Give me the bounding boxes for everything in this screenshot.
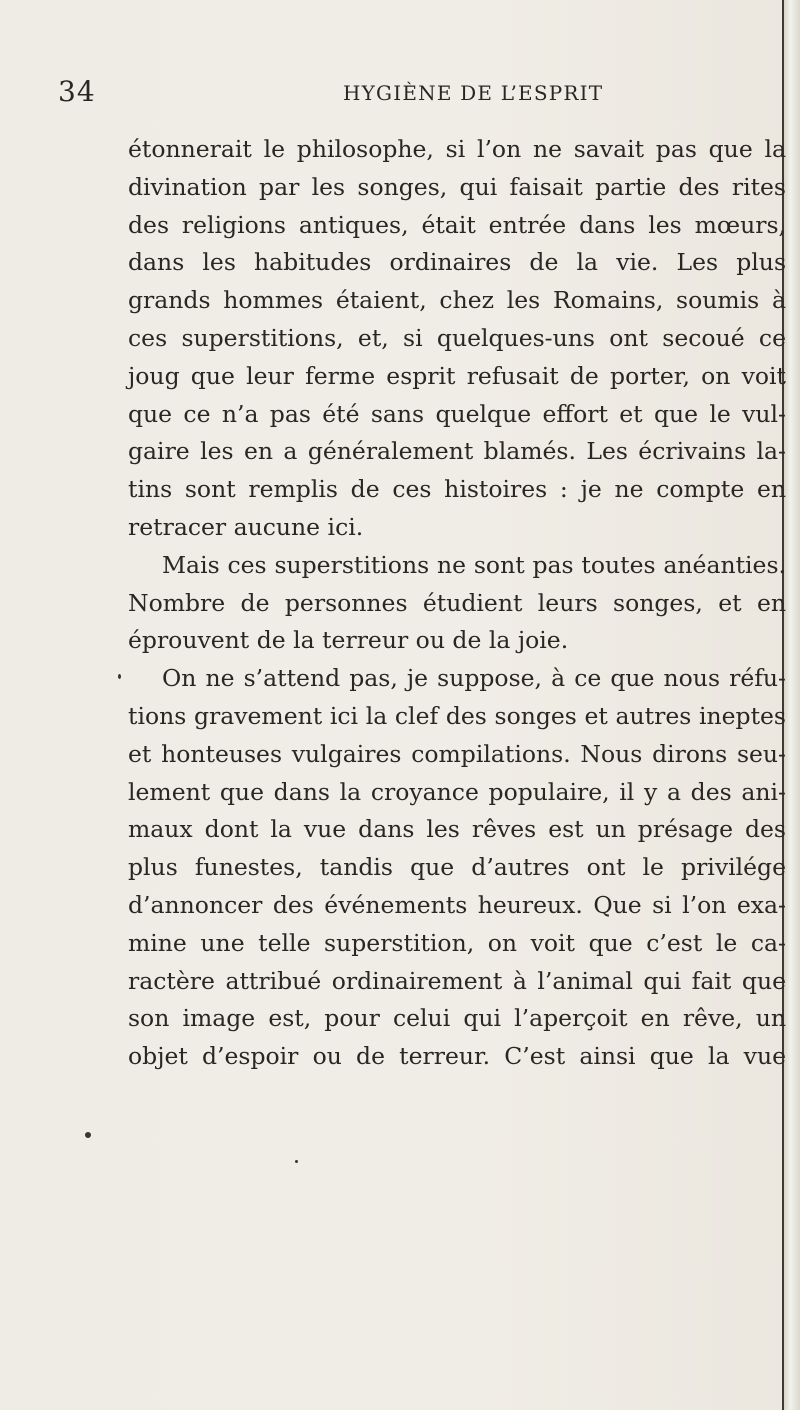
text-line: On ne s’attend pas, je suppose, à ce que nous réfu-	[162, 664, 786, 693]
text-line: ractère attribué ordinairement à l’animal qui fait que	[128, 966, 786, 995]
text-line: dans les habitudes ordinaires de la vie. Les plus	[128, 248, 786, 277]
text-line: grands hommes étaient, chez les Romains, soumis à	[128, 286, 786, 315]
text-line: et honteuses vulgaires compilations. Nous dirons seu-	[128, 739, 786, 768]
text-line: objet d’espoir ou de terreur. C’est ainsi que la vue	[128, 1042, 786, 1071]
text-line: gaire les en a généralement blamés. Les écrivains la-	[128, 437, 786, 466]
text-line: d’annoncer des événements heureux. Que si l’on exa-	[128, 890, 786, 919]
text-line: plus funestes, tandis que d’autres ont le privilége	[128, 853, 786, 882]
ink-speck	[118, 674, 121, 679]
page-header	[58, 74, 768, 110]
text-line: ces superstitions, et, si quelques-uns ont secoué ce	[128, 323, 786, 352]
text-line: retracer aucune ici.	[128, 512, 364, 541]
text-line: Mais ces superstitions ne sont pas toutes anéanties.	[162, 550, 786, 579]
text-line: divination par les songes, qui faisait partie des rites	[128, 172, 786, 201]
text-line: joug que leur ferme esprit refusait de porter, on voit	[128, 361, 786, 390]
text-line: maux dont la vue dans les rêves est un présage des	[128, 815, 786, 844]
text-line: son image est, pour celui qui l’aperçoit en rêve, un	[128, 1004, 786, 1033]
body-text	[128, 131, 786, 1076]
ink-speck	[295, 1160, 298, 1163]
text-line: des religions antiques, était entrée dans les mœurs,	[128, 210, 786, 239]
text-line: éprouvent de la terreur ou de la joie.	[128, 626, 569, 655]
running-head: HYGIÈNE DE L’ESPRIT	[343, 81, 604, 105]
text-line: tions gravement ici la clef des songes et autres ineptes	[128, 701, 786, 730]
text-line: étonnerait le philosophe, si l’on ne savait pas que la	[128, 135, 786, 163]
text-line: mine une telle superstition, on voit que c’est le ca-	[128, 928, 786, 957]
page-number: 34	[58, 75, 96, 108]
ink-speck	[85, 1132, 91, 1138]
text-line: que ce n’a pas été sans quelque effort et que le vul-	[128, 399, 786, 428]
text-line: lement que dans la croyance populaire, il y a des ani-	[128, 777, 786, 806]
text-line: Nombre de personnes étudient leurs songes, et en	[128, 588, 786, 617]
text-line: tins sont remplis de ces histoires : je ne compte en	[128, 475, 786, 504]
